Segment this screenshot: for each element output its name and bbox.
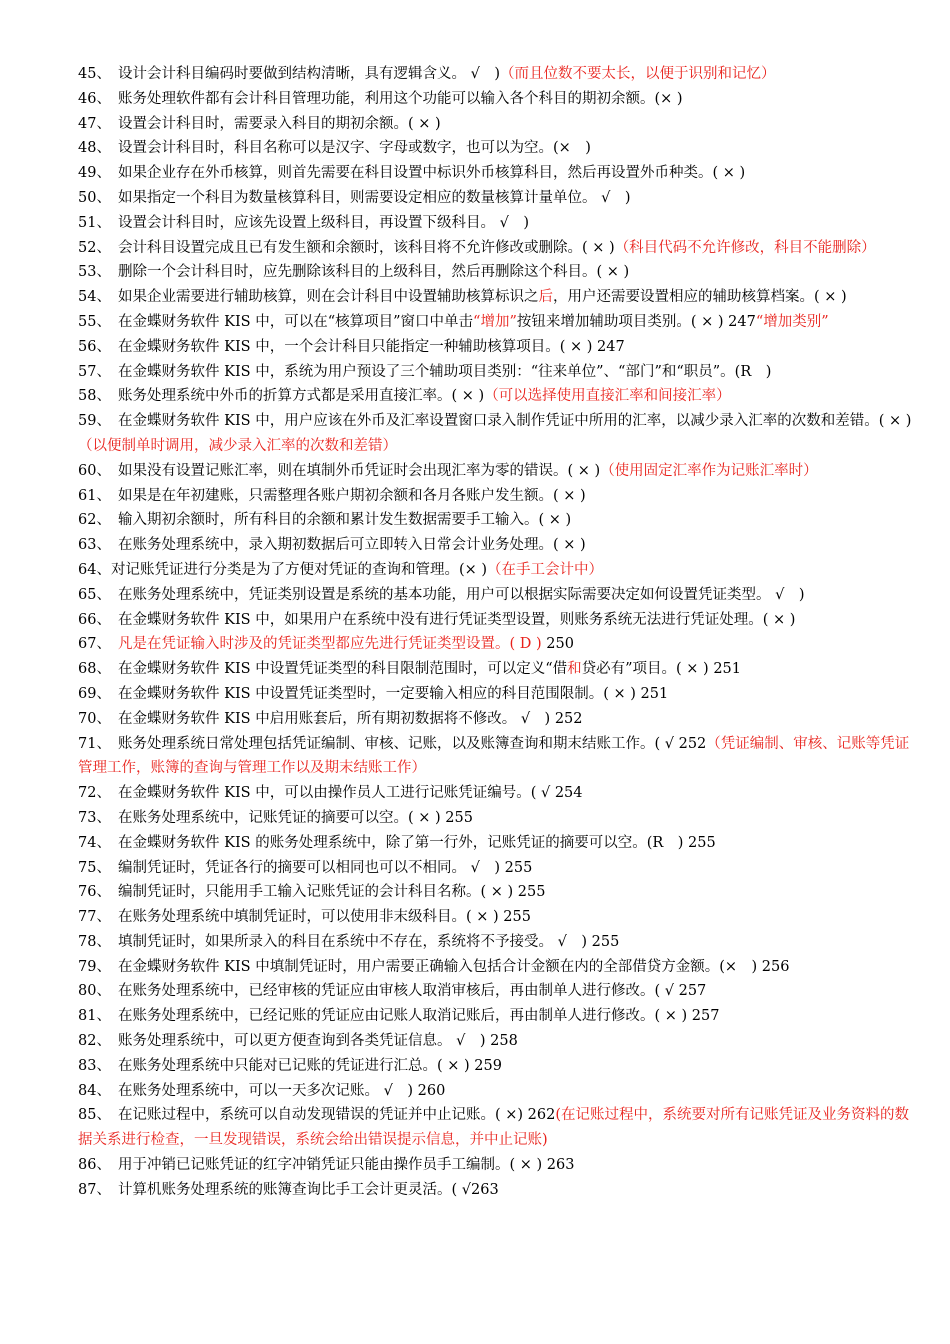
annotation-note: （科目代码不允许修改，科目不能删除） [614,239,876,256]
question-number: 62、 [78,512,111,529]
question-text: 在金蝶财务软件 KIS 中，系统为用户预设了三个辅助项目类别：“往来单位”、“部门”和“职员”。(R ) [118,363,772,380]
question-item [78,831,913,856]
question-number: 86、 [78,1157,111,1174]
question-number: 50、 [78,189,111,206]
question-item [78,384,913,409]
question-item [78,930,913,955]
question-item [78,236,913,261]
question-item [78,583,913,608]
question-text: 在金蝶财务软件 KIS 中设置凭证类型时，一定要输入相应的科目范围限制。( × ) 251 [118,685,669,702]
question-text: 设置会计科目时，需要录入科目的期初余额。( × ) [118,115,441,132]
question-number: 70、 [78,710,111,727]
question-item [78,955,913,980]
question-number: 73、 [78,809,111,826]
question-number: 80、 [78,983,111,1000]
question-text: 在账务处理系统中，已经记账的凭证应由记账人取消记账后，再由制单人进行修改。( × ) 257 [118,1008,720,1025]
question-number: 84、 [78,1082,111,1099]
question-item [78,87,913,112]
question-item [78,979,913,1004]
annotation-note: “增加类别” [755,313,829,330]
question-text: 在账务处理系统中，已经审核的凭证应由审核人取消审核后，再由制单人进行修改。( √ 257 [118,983,707,1000]
question-text: 按钮来增加辅助项目类别。( × ) 247 [516,313,756,330]
question-number: 82、 [78,1033,111,1050]
question-item [78,1153,913,1178]
question-item [78,310,913,335]
annotation-note: (在记账过程中，系统要对所有记账凭证及业务资料的数据关系进行检查，一旦发现错误，系统会给出错误提示信息，并中止记账) [78,1107,910,1149]
question-text: 删除一个会计科目时，应先删除该科目的上级科目，然后再删除这个科目。( × ) [118,264,630,281]
question-text: 在金蝶财务软件 KIS 中，一个会计科目只能指定一种辅助核算项目。( × ) 247 [118,338,625,355]
question-item [78,657,913,682]
question-text: 在记账过程中，系统可以自动发现错误的凭证并中止记账。( ×) 262 [118,1107,556,1124]
question-number: 55、 [78,313,111,330]
question-number: 52、 [78,239,111,256]
question-item [78,632,913,657]
question-text: 在金蝶财务软件 KIS 中设置凭证类型的科目限制范围时，可以定义“借 [118,661,568,678]
question-item [78,112,913,137]
question-text: 250 [541,636,574,653]
question-text: 会计科目设置完成且已有发生额和余额时，该科目将不允许修改或删除。( × ) [118,239,615,256]
question-text: 在金蝶财务软件 KIS 中，可以在“核算项目”窗口中单击 [118,313,474,330]
question-item [78,285,913,310]
question-number: 54、 [78,289,111,306]
question-number: 51、 [78,214,111,231]
question-number: 47、 [78,115,111,132]
question-item [78,732,913,782]
question-number: 53、 [78,264,111,281]
question-number: 45、 [78,66,111,82]
question-number: 77、 [78,909,111,926]
question-item [78,136,913,161]
question-item [78,682,913,707]
annotation-note: （凭证编制、审核、记账等凭证管理工作，账簿的查询与管理工作以及期末结账工作） [78,735,910,777]
question-number: 61、 [78,487,111,504]
question-item [78,409,913,459]
question-item [78,1103,913,1153]
annotation-note: 和 [567,661,582,678]
question-text: 账务处理系统中，可以更方便查询到各类凭证信息。 √ ) 258 [118,1033,518,1050]
question-text: 贷必有”项目。( × ) 251 [581,661,742,678]
question-number: 60、 [78,462,111,479]
question-text: 编制凭证时，只能用手工输入记账凭证的会计科目名称。( × ) 255 [118,884,546,901]
annotation-note: （在手工会计中） [487,561,604,578]
question-text: 在账务处理系统中，记账凭证的摘要可以空。( × ) 255 [118,809,473,826]
question-text: 在金蝶财务软件 KIS 中，如果用户在系统中没有进行凭证类型设置，则账务系统无法进行凭证处理。( × ) [118,611,796,628]
question-text: 在金蝶财务软件 KIS 中，可以由操作员人工进行记账凭证编号。( √ 254 [118,785,583,802]
question-item [78,161,913,186]
question-number: 49、 [78,165,111,182]
question-number: 58、 [78,388,111,405]
question-text: 设计会计科目编码时要做到结构清晰，具有逻辑含义。 √ ) [118,66,501,82]
question-number: 63、 [78,537,111,554]
question-text: 如果没有设置记账汇率，则在填制外币凭证时会出现汇率为零的错误。( × ) [118,462,601,479]
question-text: 输入期初余额时，所有科目的余额和累计发生数据需要手工输入。( × ) [118,512,572,529]
question-number: 48、 [78,140,111,157]
question-item [78,856,913,881]
question-item [78,186,913,211]
question-item [78,211,913,236]
question-text: 如果是在年初建账，只需整理各账户期初余额和各月各账户发生额。( × ) [118,487,586,504]
question-text: 账务处理软件都有会计科目管理功能，利用这个功能可以输入各个科目的期初余额。(× ) [118,90,683,107]
annotation-note: （以便制单时调用，减少录入汇率的次数和差错） [78,437,397,454]
question-item [78,880,913,905]
annotation-note: 后 [538,289,553,306]
question-item [78,558,913,583]
question-text: 账务处理系统日常处理包括凭证编制、审核、记账，以及账簿查询和期末结账工作。( √ 252 [118,735,707,752]
question-text: 在金蝶财务软件 KIS 中启用账套后，所有期初数据将不修改。 √ ) 252 [118,710,583,727]
question-number: 85、 [78,1107,111,1124]
question-text: 设置会计科目时，科目名称可以是汉字、字母或数字，也可以为空。(× ) [118,140,591,157]
question-item [78,1029,913,1054]
question-number: 76、 [78,884,111,901]
annotation-note: “增加” [473,313,517,330]
question-number: 72、 [78,785,111,802]
question-item [78,707,913,732]
question-item [78,260,913,285]
annotation-note: （可以选择使用直接汇率和间接汇率） [484,388,731,405]
question-text: 在账务处理系统中填制凭证时，可以使用非末级科目。( × ) 255 [118,909,531,926]
question-text: 填制凭证时，如果所录入的科目在系统中不存在，系统将不予接受。 √ ) 255 [118,933,620,950]
question-text: ，用户还需要设置相应的辅助核算档案。( × ) [553,289,847,306]
question-number: 83、 [78,1057,111,1074]
annotation-note: 凡是在凭证输入时涉及的凭证类型都应先进行凭证类型设置。( D ) [118,636,542,653]
question-item [78,533,913,558]
question-number: 67、 [78,636,111,653]
question-item [78,1004,913,1029]
question-text: 在账务处理系统中只能对已记账的凭证进行汇总。( × ) 259 [118,1057,502,1074]
question-number: 64、 [78,561,111,578]
question-item [78,608,913,633]
question-item [78,1178,913,1203]
question-text: 在账务处理系统中，可以一天多次记账。 √ ) 260 [118,1082,446,1099]
annotation-note: （而且位数不要太长，以便于识别和记忆） [500,66,776,82]
question-text: 用于冲销已记账凭证的红字冲销凭证只能由操作员手工编制。( × ) 263 [118,1157,575,1174]
question-item [78,459,913,484]
question-item [78,62,913,87]
question-number: 87、 [78,1181,111,1198]
question-text: 对记账凭证进行分类是为了方便对凭证的查询和管理。(× ) [110,561,488,578]
question-number: 79、 [78,958,111,975]
question-item [78,1079,913,1104]
document-page [78,62,913,1203]
question-number: 56、 [78,338,111,355]
question-number: 74、 [78,834,111,851]
question-text: 如果企业存在外币核算，则首先需要在科目设置中标识外币核算科目，然后再设置外币种类。( × ) [118,165,746,182]
question-text: 在账务处理系统中，录入期初数据后可立即转入日常会计业务处理。( × ) [118,537,586,554]
question-number: 69、 [78,685,111,702]
question-number: 71、 [78,735,111,752]
question-number: 68、 [78,661,111,678]
question-item [78,484,913,509]
question-number: 81、 [78,1008,111,1025]
question-text: 在金蝶财务软件 KIS 中填制凭证时，用户需要正确输入包括合计金额在内的全部借贷方金额。(× ) 256 [118,958,790,975]
question-text: 在账务处理系统中，凭证类别设置是系统的基本功能，用户可以根据实际需要决定如何设置凭证类型。 √ ) [118,586,805,603]
question-text: 计算机账务处理系统的账簿查询比手工会计更灵活。( √263 [118,1181,499,1198]
question-text: 如果企业需要进行辅助核算，则在会计科目中设置辅助核算标识之 [118,289,539,306]
question-item [78,905,913,930]
question-item [78,335,913,360]
question-text: 编制凭证时，凭证各行的摘要可以相同也可以不相同。 √ ) 255 [118,859,533,876]
question-number: 57、 [78,363,111,380]
question-number: 46、 [78,90,111,107]
question-number: 75、 [78,859,111,876]
question-number: 59、 [78,413,111,430]
question-text: 在金蝶财务软件 KIS 中，用户应该在外币及汇率设置窗口录入制作凭证中所用的汇率，以减少录入汇率的次数和差错。( × ) [118,413,912,430]
question-item [78,1054,913,1079]
question-item [78,781,913,806]
question-text: 账务处理系统中外币的折算方式都是采用直接汇率。( × ) [118,388,485,405]
question-number: 66、 [78,611,111,628]
question-number: 65、 [78,586,111,603]
question-text: 在金蝶财务软件 KIS 的账务处理系统中，除了第一行外，记账凭证的摘要可以空。(R ) 255 [118,834,716,851]
question-text: 如果指定一个科目为数量核算科目，则需要设定相应的数量核算计量单位。 √ ) [118,189,631,206]
question-item [78,806,913,831]
question-item [78,360,913,385]
annotation-note: （使用固定汇率作为记账汇率时） [600,462,818,479]
question-number: 78、 [78,933,111,950]
question-text: 设置会计科目时，应该先设置上级科目，再设置下级科目。 √ ) [118,214,530,231]
question-item [78,508,913,533]
